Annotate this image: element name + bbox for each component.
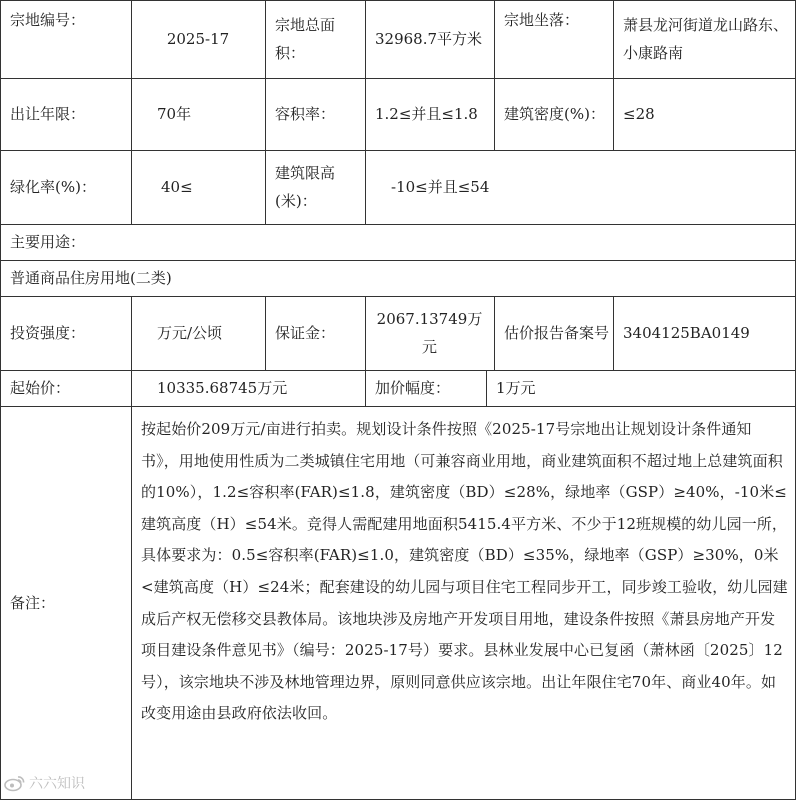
report-value: 3404125BA0149 xyxy=(623,324,750,342)
border-v xyxy=(131,296,132,800)
density-label: 建筑密度(%)： xyxy=(504,105,605,123)
invest-value: 万元/公顷 xyxy=(157,324,223,342)
term-value: 70年 xyxy=(157,105,192,123)
border-v xyxy=(265,0,266,224)
border-v xyxy=(494,296,495,370)
border-h xyxy=(0,260,796,261)
remarks-text: 按起始价209万元/亩进行拍卖。规划设计条件按照《2025-17号宗地出让规划设计条件通知书》，用地使用性质为二类城镇住宅用地（可兼容商业用地，商业建筑面积不超过地上总建筑面积的10%），1.2≤容积率(FAR)≤1.8，建筑密度（BD）≤28%，绿地率（GSP）≥40%，-10米≤建筑高度（H）≤54米。竞得人需配建用地面积5415.4平方米、不少于12班规模的幼儿园一所，具体要求为：0.5≤容积率(FAR)≤1.0，建筑密度（BD）≤35%，绿地率（GSP）≥30%，0米<建筑高度（H）≤24米；配套建设的幼儿园与项目住宅工程同步开工，同步竣工验收，幼儿园建成后产权无偿移交县教体局。该地块涉及房地产开发项目用地，建设条件按照《萧县房地产开发项目建设条件意见书》（编号：2025-17号）要求。县林业发展中心已复函（萧林函〔2025〕12号），该宗地块不涉及林地管理边界，原则同意供应该宗地。出让年限住宅70年、商业40年。如改变用途由县政府依法收回。 xyxy=(141,420,788,723)
border-h xyxy=(0,0,796,1)
watermark-text: 六六知识 xyxy=(29,776,85,792)
report-label: 估价报告备案号 xyxy=(504,324,610,342)
height-label: 建筑限高(米)： xyxy=(275,164,336,210)
border-v xyxy=(486,370,487,406)
border-h xyxy=(0,296,796,297)
border-v xyxy=(613,296,614,370)
border-h xyxy=(0,370,796,371)
border-h xyxy=(0,406,796,407)
location-value: 萧县龙河街道龙山路东、小康路南 xyxy=(623,16,789,62)
increment-value: 1万元 xyxy=(496,379,536,397)
border-v xyxy=(613,0,614,150)
remarks-label: 备注： xyxy=(10,594,56,612)
start-price-label: 起始价： xyxy=(10,379,71,397)
deposit-label: 保证金： xyxy=(275,324,336,342)
border-h xyxy=(0,224,796,225)
border-v xyxy=(365,0,366,224)
start-price-value: 10335.68745万元 xyxy=(157,379,288,397)
weibo-logo-icon xyxy=(4,774,26,792)
green-label: 绿化率(%)： xyxy=(10,178,96,196)
border-v xyxy=(0,0,1,800)
increment-label: 加价幅度： xyxy=(375,379,451,397)
border-h xyxy=(0,78,796,79)
height-value: -10≤并且≤54 xyxy=(391,178,490,196)
far-value: 1.2≤并且≤1.8 xyxy=(375,105,478,123)
far-label: 容积率： xyxy=(275,105,336,123)
term-label: 出让年限： xyxy=(10,105,86,123)
green-value: 40≤ xyxy=(161,178,193,196)
parcel-no-label: 宗地编号： xyxy=(10,11,86,29)
use-value: 普通商品住房用地(二类) xyxy=(10,269,172,287)
area-label: 宗地总面积： xyxy=(275,16,336,62)
parcel-no-value: 2025-17 xyxy=(166,30,230,48)
border-v xyxy=(494,0,495,150)
location-label: 宗地坐落： xyxy=(504,11,580,29)
border-h xyxy=(0,150,796,151)
border-v xyxy=(265,296,266,370)
use-label: 主要用途： xyxy=(10,233,86,251)
deposit-value: 2067.13749万元 xyxy=(376,310,483,356)
border-v xyxy=(131,0,132,224)
invest-label: 投资强度： xyxy=(10,324,86,342)
density-value: ≤28 xyxy=(623,105,655,123)
border-v xyxy=(365,296,366,406)
watermark xyxy=(4,768,85,798)
area-value: 32968.7平方米 xyxy=(375,30,483,48)
